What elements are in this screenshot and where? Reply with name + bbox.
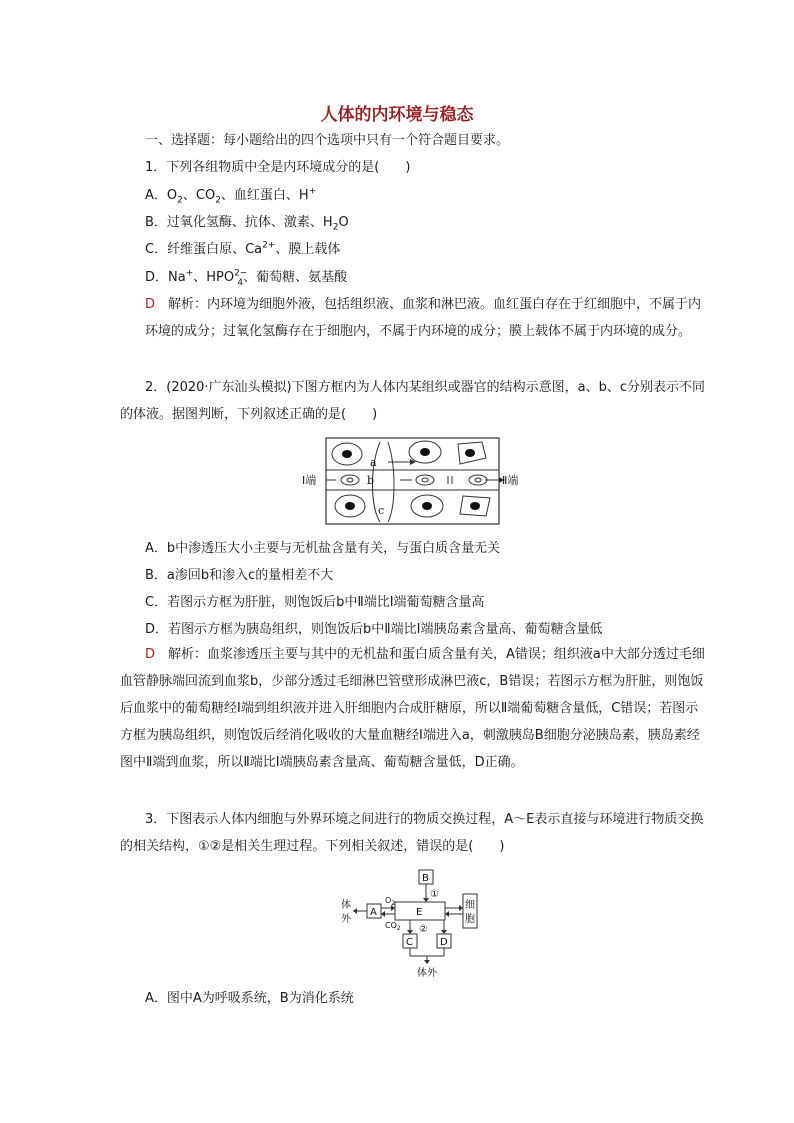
label-b: b	[367, 474, 375, 487]
blood-cell	[469, 475, 487, 485]
label-outside-2: 外	[341, 914, 351, 925]
q2-explanation: D 解析：血浆渗透压主要与其中的无机盐和蛋白质含量有关，A错误；组织液a中大部分透过毛细血管静脉端回流到血浆b，少部分透过毛细淋巴管壁形成淋巴液c，B错误；若图示方框为肝脏，则饱饭后血浆中的葡萄糖经Ⅰ端到组织液并进入肝细胞内合成肝糖原，所以Ⅱ端葡萄糖含量低，C错误；若图示方框为胰岛组织，则饱饭后经消化吸收的大量血糖经Ⅰ端进入a，刺激胰岛B细胞分泌胰岛素，胰岛素经图中Ⅱ端到血浆，所以Ⅱ端比Ⅰ端胰岛素含量高、葡萄糖含量低，D正确。	[120, 647, 705, 770]
q1-option-d: D．Na+、$HPO^{2-}_4$、葡萄糖、氨基酸	[145, 268, 348, 288]
label-process-1: ①	[430, 889, 439, 900]
q2-option-d: D．若图示方框为胰岛组织，则饱饭后b中Ⅱ端比Ⅰ端胰岛素含量高、葡萄糖含量低	[145, 622, 603, 637]
label-d: D	[440, 937, 448, 948]
q2-option-c: C．若图示方框为肝脏，则饱饭后b中Ⅱ端比Ⅰ端葡萄糖含量高	[145, 595, 485, 610]
label-c: C	[406, 937, 413, 948]
q3-option-a: A．图中A为呼吸系统，B为消化系统	[145, 991, 354, 1006]
cell-nucleus	[342, 450, 352, 458]
cell-nucleus	[422, 502, 432, 510]
label-c: c	[378, 504, 385, 517]
label-outside-bottom: 体外	[417, 968, 437, 979]
blood-cell	[416, 475, 434, 485]
label-b: B	[422, 873, 429, 884]
blood-cell	[341, 475, 359, 485]
q1-stem: 1．下列各组物质中全是内环境成分的是( )	[145, 160, 411, 175]
label-a: a	[370, 456, 377, 469]
q3-stem: 3．下图表示人体内细胞与外界环境之间进行的物质交换过程，A～E表示直接与环境进行物质交换的相关结构，①②是相关生理过程。下列相关叙述，错误的是( )	[120, 812, 704, 854]
cell-nucleus	[470, 502, 480, 510]
cell-nucleus	[465, 449, 475, 457]
q2-answer: D	[145, 647, 156, 662]
q1-explanation: D 解析：内环境为细胞外液，包括组织液、血浆和淋巴液。血红蛋白存在于红细胞中，不属于内环境的成分；过氧化氢酶存在于细胞内，不属于内环境的成分；膜上载体不属于内环境的成分。	[145, 297, 702, 339]
section-heading: 一、选择题：每小题给出的四个选项中只有一个符合题目要求。	[145, 133, 510, 148]
label-cell-1: 细	[465, 900, 475, 911]
cell-nucleus	[345, 502, 355, 510]
label-end-i: Ⅰ端	[302, 474, 317, 487]
exchange-process-figure	[335, 868, 495, 984]
label-end-ii: Ⅱ端	[502, 474, 519, 487]
label-e: E	[416, 907, 423, 918]
label-cell-2: 胞	[465, 914, 475, 925]
label-co2: $CO_2$	[385, 921, 401, 932]
cell-nucleus	[420, 448, 430, 456]
q2-option-b: B．a渗回b和渗入c的量相差不大	[145, 568, 334, 583]
tissue-structure-figure	[300, 436, 530, 526]
q2-option-a: A．b中渗透压大小主要与无机盐含量有关，与蛋白质含量无关	[145, 541, 501, 556]
label-outside-1: 体	[341, 900, 351, 911]
label-a: A	[370, 907, 377, 918]
label-process-2: ②	[419, 924, 428, 935]
q2-stem: 2．(2020·广东汕头模拟)下图方框内为人体内某组织或器官的结构示意图，a、b、c分别表示不同的体液。据图判断，下列叙述正确的是( )	[120, 380, 705, 422]
q1-option-b: B．过氧化氢酶、抗体、激素、$H_2O$	[145, 215, 349, 233]
q1-answer: D	[145, 297, 156, 312]
q1-option-a: A．$O_2$、$CO_2$、血红蛋白、H+	[145, 186, 317, 206]
q1-option-c: C．纤维蛋白原、$Ca^{2+}$、膜上载体	[145, 240, 341, 257]
label-o2: $O_2$	[385, 896, 396, 907]
page-title: 人体的内环境与稳态	[320, 105, 474, 125]
